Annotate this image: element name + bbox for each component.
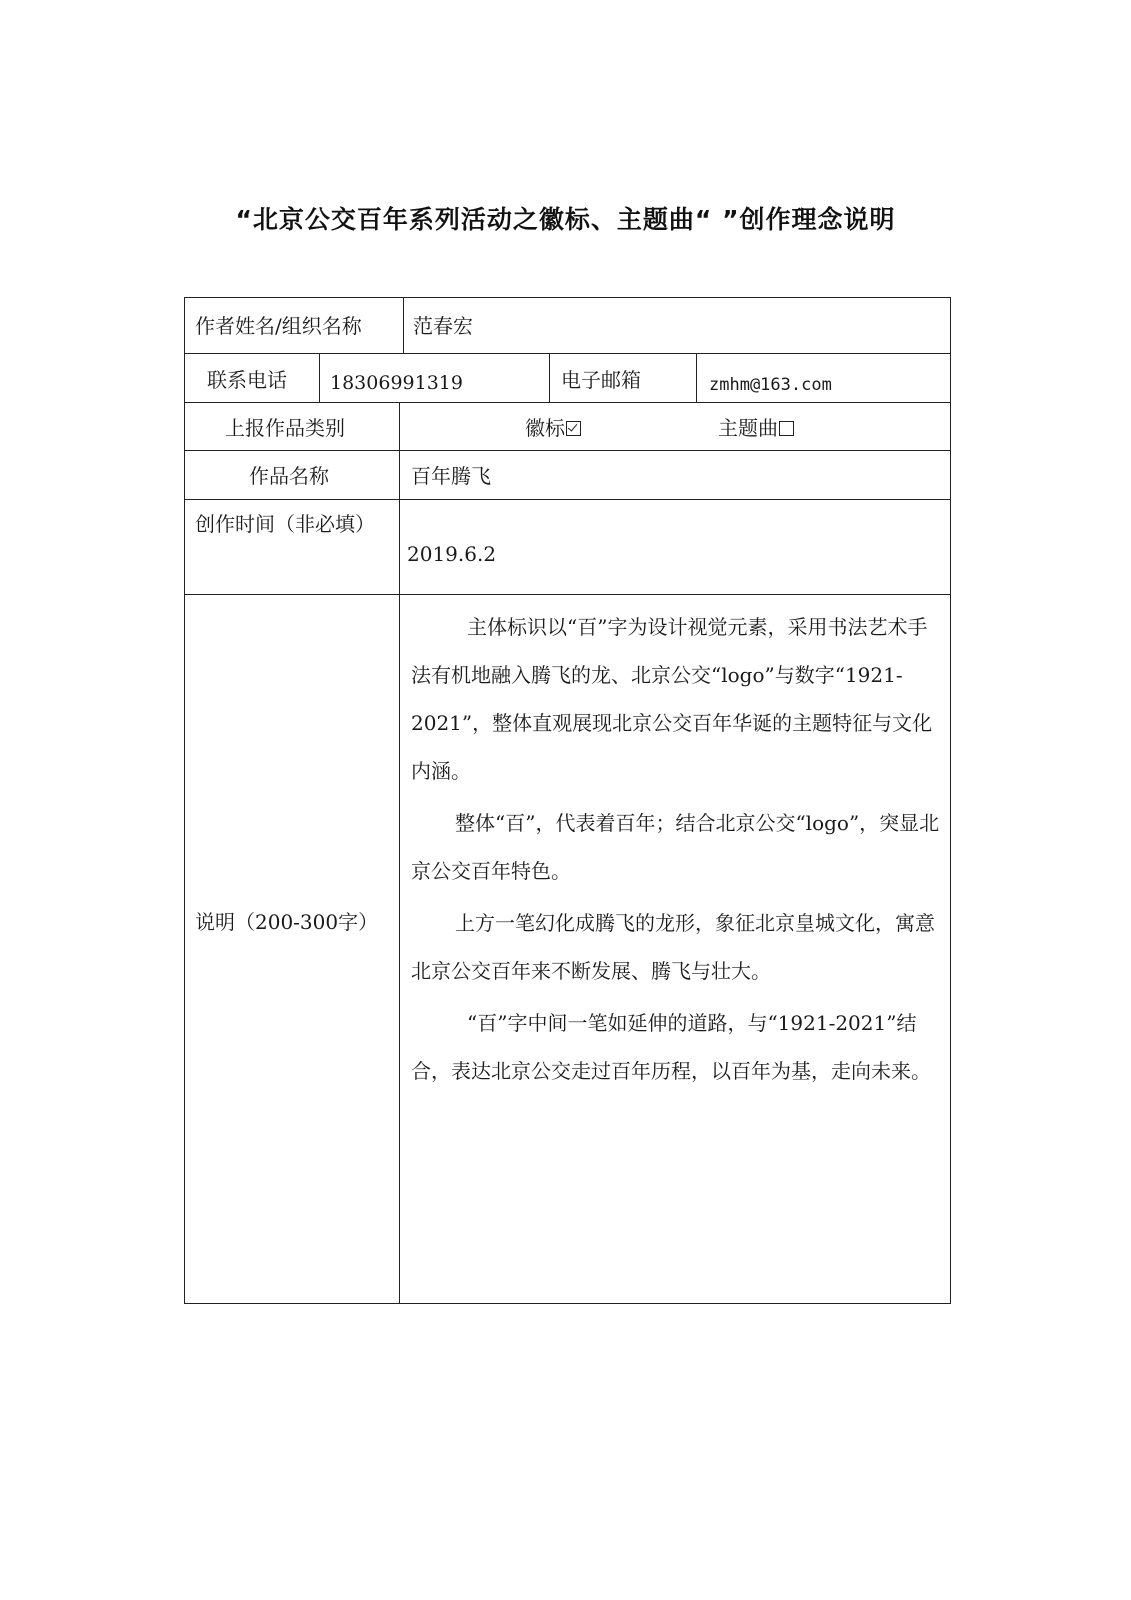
phone-label: 联系电话 bbox=[207, 368, 287, 392]
work-name-value: 百年腾飞 bbox=[411, 464, 491, 488]
form-table bbox=[184, 297, 951, 1304]
category-option-song bbox=[718, 416, 794, 440]
column-divider bbox=[399, 402, 400, 1304]
column-divider bbox=[319, 353, 320, 402]
created-label: 创作时间（非必填） bbox=[195, 512, 375, 536]
category-label: 上报作品类别 bbox=[225, 416, 345, 440]
author-label: 作者姓名/组织名称 bbox=[195, 314, 362, 338]
column-divider bbox=[549, 353, 550, 402]
email-value: zmhm@163.com bbox=[709, 375, 832, 395]
row-divider bbox=[185, 450, 950, 451]
category-option-logo bbox=[525, 416, 581, 440]
description-paragraph: 上方一笔幻化成腾飞的龙形，象征北京皇城文化，寓意北京公交百年来不断发展、腾飞与壮大。 bbox=[411, 911, 935, 983]
work-name-label: 作品名称 bbox=[249, 464, 329, 488]
row-divider bbox=[185, 353, 950, 354]
created-value: 2019.6.2 bbox=[407, 542, 497, 566]
document-title: “北京公交百年系列活动之徽标、主题曲“ ”创作理念说明 bbox=[235, 205, 896, 234]
column-divider bbox=[696, 353, 697, 402]
checkbox-checked-icon bbox=[566, 421, 581, 436]
phone-value: 18306991319 bbox=[330, 372, 463, 394]
row-divider bbox=[185, 499, 950, 500]
description-label: 说明（200-300字） bbox=[195, 910, 379, 934]
description-paragraph: 整体“百”，代表着百年；结合北京公交“logo”，突显北京公交百年特色。 bbox=[411, 811, 940, 883]
description-paragraph: 主体标识以“百”字为设计视觉元素，采用书法艺术手法有机地融入腾飞的龙、北京公交“logo”与数字“1921-2021”，整体直观展现北京公交百年华诞的主题特征与文化内涵。 bbox=[411, 615, 933, 783]
category-option-label: 徽标 bbox=[525, 416, 565, 440]
category-option-label: 主题曲 bbox=[718, 416, 778, 440]
column-divider bbox=[403, 298, 404, 353]
row-divider bbox=[185, 402, 950, 403]
row-divider bbox=[185, 594, 950, 595]
author-value: 范春宏 bbox=[413, 314, 473, 338]
checkbox-unchecked-icon bbox=[779, 421, 794, 436]
description-body bbox=[411, 603, 941, 1099]
email-label: 电子邮箱 bbox=[561, 368, 641, 392]
description-paragraph: “百”字中间一笔如延伸的道路，与“1921-2021”结合，表达北京公交走过百年历程，以百年为基，走向未来。 bbox=[411, 1011, 931, 1083]
